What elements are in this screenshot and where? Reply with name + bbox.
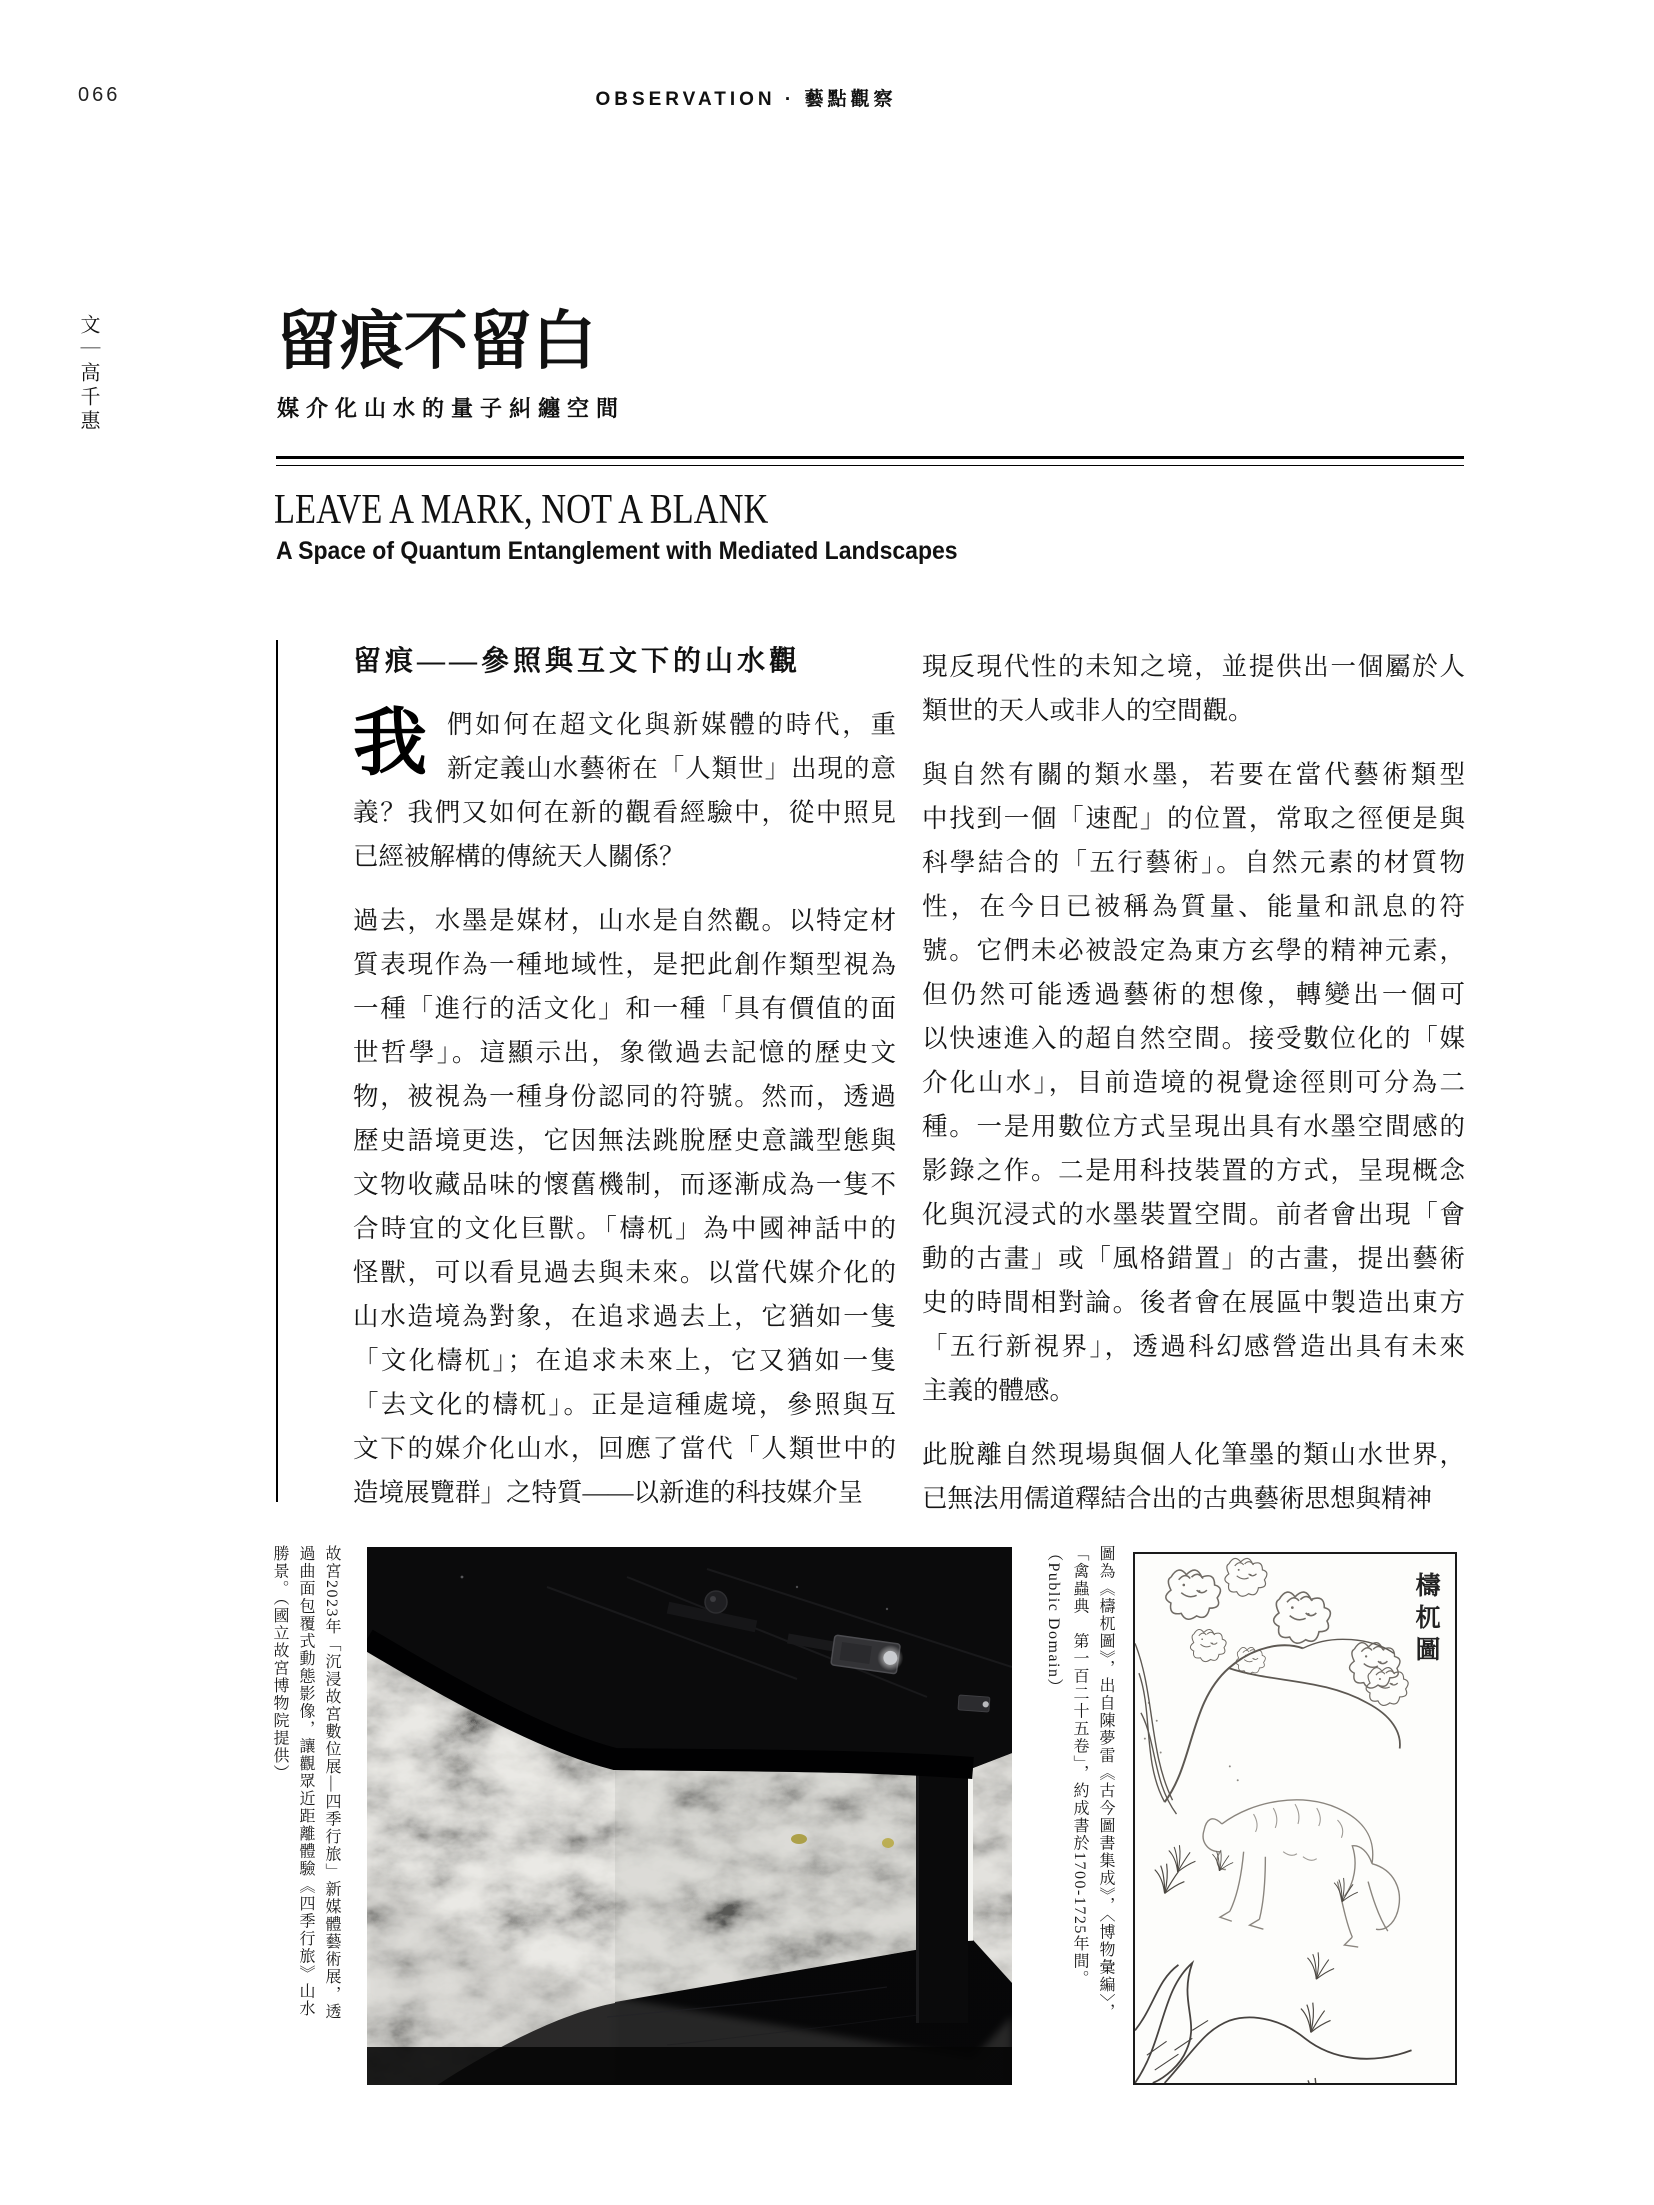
text-line: 影錄之作。二是用科技裝置的方式，呈現概念 [922,1156,1465,1185]
print-caption [1040,1545,1118,2111]
text-line: 文物收藏品味的懷舊機制，而逐漸成為一隻不 [353,1170,896,1199]
text-line: 過去，水墨是媒材，山水是自然觀。以特定材 [353,906,896,935]
drop-cap: 我 [353,703,427,785]
text-column-right [922,645,1465,1521]
text-line: 動的古畫」或「風格錯置」的古畫，提出藝術 [922,1244,1465,1273]
article-subtitle-en: A Space of Quantum Entanglement with Mediated Landscapes [276,537,958,565]
paragraph [922,753,1465,1413]
text-line: 怪獸，可以看見過去與未來。以當代媒介化的 [353,1258,896,1287]
section-heading: 留痕——參照與互文下的山水觀 [353,646,802,677]
ceiling-dome-light [705,1591,727,1613]
text-line: 但仍然可能透過藝術的想像，轉變出一個可 [922,980,1465,1009]
caption-column: 故宮2023年「沉浸故宮數位展—四季行旅」新媒體藝術展，透 [323,1545,340,2021]
text-line: 與自然有關的類水墨，若要在當代藝術類型 [922,760,1465,789]
text-line: 以快速進入的超自然空間。接受數位化的「媒 [922,1024,1465,1053]
text-line: 「五行新視界」，透過科幻感營造出具有未來 [922,1332,1465,1361]
text-line: 「文化檮杌」；在追求未來上，它又猶如一隻 [353,1346,896,1375]
text-line: 們如何在超文化與新媒體的時代，重 [447,710,896,739]
caption-column: 過曲面包覆式動態影像，讓觀眾近距離體驗《四季行旅》山水 [297,1545,314,2018]
caption-column: （Public Domain） [1045,1545,1062,1696]
page-number: 066 [78,84,121,106]
text-line: 化與沉浸式的水墨裝置空間。前者會出現「會 [922,1200,1465,1229]
paragraph-dropcap [353,703,896,879]
exhibition-photo-illustration [367,1547,1012,2085]
text-line: 「去文化的檮杌」。正是這種處境，參照與互 [353,1390,896,1419]
text-line: 義？我們又如何在新的觀看經驗中，從中照見 [353,798,896,827]
caption-column: 「禽蟲典 第一百二十五卷」，約成書於1700-1725年間。 [1071,1545,1088,1988]
article-subtitle-zh: 媒介化山水的量子糾纏空間 [277,396,626,421]
projector-small-icon [958,1695,990,1712]
print-title-label: 檮杌圖 [1412,1572,1439,1668]
exhibition-photo [367,1547,1012,2085]
article-title-en: LEAVE A MARK, NOT A BLANK [274,487,769,533]
text-line: 文下的媒介化山水，回應了當代「人類世中的 [353,1434,896,1463]
text-line: 山水造境為對象，在追求過去上，它猶如一隻 [353,1302,896,1331]
text-line: 歷史語境更迭，它因無法跳脫歷史意識型態與 [353,1126,896,1155]
text-line: 號。它們未必被設定為東方玄學的精神元素， [922,936,1465,965]
text-line: 已經被解構的傳統天人關係？ [353,842,685,871]
text-line: 質表現作為一種地域性，是把此創作類型視為 [353,950,896,979]
text-line: 主義的體感。 [922,1376,1076,1405]
column-left-rule [276,640,278,1502]
divider-rule-thin [276,465,1464,466]
text-line: 種。一是用數位方式呈現出具有水墨空間感的 [922,1112,1465,1141]
text-line: 已無法用儒道釋結合出的古典藝術思想與精神 [922,1484,1433,1513]
text-line: 介化山水」，目前造境的視覺途徑則可分為二 [922,1068,1465,1097]
caption-column: 勝景。（國立故宮博物院提供） [271,1545,288,1782]
article-title-zh: 留痕不留白 [276,306,596,377]
paragraph [353,899,896,1515]
text-column-left [353,645,896,1515]
text-line: 史的時間相對論。後者會在展區中製造出東方 [922,1288,1465,1317]
text-line: 中找到一個「速配」的位置，常取之徑便是與 [922,804,1465,833]
text-line: 物，被視為一種身份認同的符號。然而，透過 [353,1082,896,1111]
caption-column: 圖為《檮杌圖》，出自陳夢雷《古今圖書集成》，〈博物彙編〉， [1097,1545,1114,2021]
divider-rule-thick [276,456,1464,459]
text-line: 合時宜的文化巨獸。「檮杌」為中國神話中的 [353,1214,896,1243]
paragraph [922,645,1465,733]
text-line: 此脫離自然現場與個人化筆墨的類山水世界， [922,1440,1465,1469]
paragraph [922,1433,1465,1521]
divider-double-rule [276,456,1464,466]
text-line: 性，在今日已被稱為質量、能量和訊息的符 [922,892,1465,921]
text-line: 世哲學」。這顯示出，象徵過去記憶的歷史文 [353,1038,896,1067]
text-line: 類世的天人或非人的空間觀。 [922,696,1254,725]
section-header: OBSERVATION · 藝點觀察 [595,89,897,110]
text-line: 造境展覽群」之特質——以新進的科技媒介呈 [353,1478,864,1507]
text-line: 現反現代性的未知之境，並提供出一個屬於人 [922,652,1465,681]
text-line: 一種「進行的活文化」和一種「具有價值的面 [353,994,896,1023]
text-line: 新定義山水藝術在「人類世」出現的意 [447,754,896,783]
taowu-print [1133,1552,1457,2085]
text-line: 科學結合的「五行藝術」。自然元素的材質物 [922,848,1465,877]
author-byline: 文｜高千惠 [77,314,99,434]
photo-caption [266,1545,344,2111]
